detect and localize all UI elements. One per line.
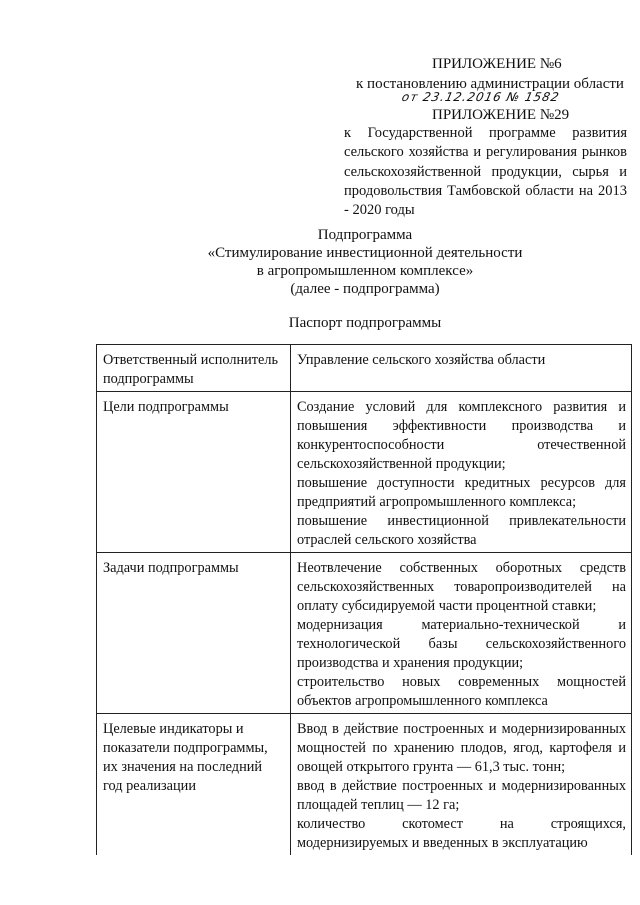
- table-row: [97, 345, 632, 392]
- row-content-tasks: [291, 553, 632, 714]
- content-paragraph: Ввод в действие построенных и модернизированных мощностей по хранению плодов, ягод, картофеля и овощей открытого грунта — 61,3 тыс. тонн;: [297, 721, 626, 775]
- content-paragraph: ввод в действие построенных и модернизированных площадей теплиц — 12 га;: [297, 778, 626, 813]
- subprogram-name-line2: в агропромышленном комплексе»: [256, 263, 474, 279]
- subprogram-name-line1: «Стимулирование инвестиционной деятельности: [207, 245, 523, 261]
- passport-table: [96, 344, 632, 855]
- subprogram-note: (далее - подпрограмма): [290, 281, 440, 297]
- appendix-29-text: к Государственной программе развития сельского хозяйства и регулирования рынков сельскохозяйственной продукции, сырья и продовольствия Тамбовской области на 2013 - 2020 годы: [344, 125, 627, 219]
- row-label-tasks: Задачи подпрограммы: [97, 553, 291, 714]
- row-label-responsible: Ответственный исполнитель подпрограммы: [97, 345, 291, 392]
- row-content-indicators: [291, 714, 632, 856]
- table-row: [97, 392, 632, 553]
- content-paragraph: повышение инвестиционной привлекательности отраслей сельского хозяйства: [297, 513, 626, 548]
- table-row: [97, 714, 632, 856]
- content-paragraph: повышение доступности кредитных ресурсов для предприятий агропромышленного комплекса;: [297, 475, 626, 510]
- content-paragraph: строительство новых современных мощностей объектов агропромышленного комплекса: [297, 674, 626, 709]
- appendix-6-title: ПРИЛОЖЕНИЕ №6: [432, 56, 562, 72]
- content-paragraph: Неотвлечение собственных оборотных средств сельскохозяйственных товаропроизводителей на оплату субсидируемой части процентной ставки;: [297, 560, 626, 614]
- row-label-indicators: Целевые индикаторы и показатели подпрограммы, их значения на последний год реализации: [97, 714, 291, 856]
- appendix-29-title: ПРИЛОЖЕНИЕ №29: [432, 107, 570, 123]
- handwritten-date-number: от 23.12.2016 № 1582: [400, 90, 562, 104]
- row-content-goals: [291, 392, 632, 553]
- row-content-responsible: [291, 345, 632, 392]
- content-paragraph: количество скотомест на строящихся, модернизируемых и введенных в эксплуатацию: [297, 816, 626, 851]
- content-paragraph: модернизация материально-технической и технологической базы сельскохозяйственного производства и хранения продукции;: [297, 617, 626, 671]
- content-paragraph: Создание условий для комплексного развития и повышения эффективности производства и конкурентоспособности отечественной сельскохозяйственной продукции;: [297, 399, 626, 472]
- table-row: [97, 553, 632, 714]
- row-label-goals: Цели подпрограммы: [97, 392, 291, 553]
- appendix-6-subtitle: к постановлению администрации области: [356, 76, 624, 92]
- content-paragraph: Управление сельского хозяйства области: [297, 352, 546, 368]
- subprogram-heading: Подпрограмма: [317, 227, 413, 243]
- passport-title: Паспорт подпрограммы: [288, 315, 442, 331]
